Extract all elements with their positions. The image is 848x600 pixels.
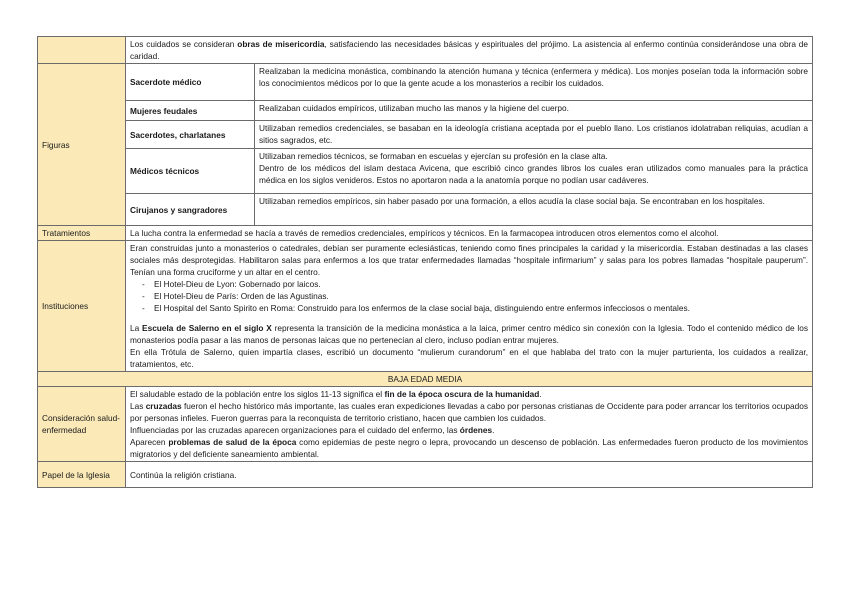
table-row — [38, 194, 813, 226]
section-header: BAJA EDAD MEDIA — [38, 372, 813, 387]
hospital-list — [130, 278, 808, 314]
table-row — [38, 37, 813, 64]
salerno-pre: La — [130, 323, 143, 333]
figure-description: Realizaban cuidados empíricos, utilizaban mucho las manos y la higiene del cuerpo. — [255, 101, 813, 121]
text-span: fueron el hecho histórico más importante, las cuales eran expediciones llevadas a cabo por personas cristianas de Occidente para poder arrancar los territorios ocupados por personas infieles. Fueron guerras para la reconquista de territorio cristiano, hacen que cambien los cuidados. — [130, 401, 808, 423]
figure-name: Cirujanos y sangradores — [126, 194, 255, 226]
list-item: - El Hotel-Dieu de Lyon: Gobernado por laicos. — [142, 278, 808, 290]
table-row — [38, 462, 813, 488]
text-span: . — [492, 425, 495, 435]
tratamientos-label: Tratamientos — [38, 226, 126, 241]
salerno-post: representa la transición de la medicina monástica a la laica, primer centro médico sin conexión con la Iglesia. Todo el contenido médico de los monasterios podía pasar a las manos de personas laicas que no pertenecían al clero, incluso podían entrar mujeres. — [130, 323, 809, 345]
figure-description: Utilizaban remedios empíricos, sin haber pasado por una formación, a ellos acudía la clase social baja. Se encontraban en los hospitales. — [255, 194, 813, 226]
bold-span: problemas de salud de la época — [168, 437, 297, 447]
figure-name: Médicos técnicos — [126, 149, 255, 194]
consideracion-line — [130, 436, 808, 460]
table-row — [38, 226, 813, 241]
text-span: como epidemias de peste negro o lepra, provocando un descenso de población. Las enfermedades fueron producto de los movimientos migratorios y del deficiente saneamiento ambiental. — [130, 437, 809, 459]
figure-description: Realizaban la medicina monástica, combinando la atención humana y técnica (enfermera y médica). Los monjes poseían toda la información sobre los conocimientos médicos por lo que la gente acude a los monasterios a recibir los cuidados. — [255, 64, 813, 101]
instituciones-content — [126, 241, 813, 372]
content-table — [37, 36, 813, 488]
figure-description — [255, 149, 813, 194]
list-item: - El Hotel-Dieu de París: Orden de las Agustinas. — [142, 290, 808, 302]
care-intro-bold: obras de misericordia — [237, 39, 325, 49]
instituciones-label: Instituciones — [38, 241, 126, 372]
section-header-row — [38, 372, 813, 387]
papel-text: Continúa la religión cristiana. — [126, 462, 813, 488]
figure-description: Utilizaban remedios credenciales, se basaban en la ideología cristiana aceptada por el pueblo llano. Los cristianos idolatraban reliquias, acudían a sitios sagrados, etc. — [255, 121, 813, 149]
list-item: - El Hospital del Santo Spirito en Roma: Construido para los enfermos de la clase social baja, distinguiendo entre enfermos infecciosos o mentales. — [142, 302, 808, 314]
tratamientos-text: La lucha contra la enfermedad se hacía a través de remedios credenciales, empíricos y técnicos. En la farmacopea introducen otros elementos como el alcohol. — [126, 226, 813, 241]
figure-name: Sacerdotes, charlatanes — [126, 121, 255, 149]
papel-label: Papel de la Iglesia — [38, 462, 126, 488]
label-cell-empty — [38, 37, 126, 64]
salerno-paragraph — [130, 322, 808, 346]
table-row — [38, 101, 813, 121]
bold-span: fin de la época oscura de la humanidad — [384, 389, 540, 399]
table-row — [38, 241, 813, 372]
figuras-label: Figuras — [38, 64, 126, 226]
table-row — [38, 387, 813, 462]
instituciones-paragraph: Eran construidas junto a monasterios o catedrales, debían ser puramente eclesiásticas, teniendo como fines principales la caridad y la misericordia. Estaban destinadas a las clases sociales más desprotegidas. Habilitaron salas para enfermos a los que tratar enfermedades llamadas “hospitale infirmarium” y salas para los pobres llamadas “hospitale pauperum”. Tenían una forma cruciforme y un altar en el centro. — [130, 243, 809, 277]
paragraph-gap — [130, 314, 808, 322]
text-span: Aparecen — [130, 437, 169, 447]
table-row — [38, 149, 813, 194]
table-row — [38, 121, 813, 149]
text-span: . — [539, 389, 542, 399]
care-intro-post: , satisfaciendo las necesidades básicas y espirituales del prójimo. La asistencia al enfermo continúa considerándose una obra de caridad. — [130, 39, 809, 61]
consideracion-label: Consideración salud-enfermedad — [38, 387, 126, 462]
figure-name: Mujeres feudales — [126, 101, 255, 121]
bold-span: órdenes — [459, 425, 493, 435]
consideracion-content — [126, 387, 813, 462]
text-span: Las — [130, 401, 146, 411]
figure-description-line: Utilizaban remedios técnicos, se formaban en escuelas y ejercían su profesión en la clase alta. — [259, 151, 608, 161]
salerno-bold: Escuela de Salerno en el siglo X — [142, 323, 272, 333]
care-intro-cell — [126, 37, 813, 64]
consideracion-line — [130, 388, 808, 400]
text-span: El saludable estado de la población entre los siglos 11-13 significa el — [130, 389, 385, 399]
bold-span: cruzadas — [145, 401, 182, 411]
consideracion-line — [130, 400, 808, 424]
table-row — [38, 64, 813, 101]
consideracion-line — [130, 424, 808, 436]
trotula-paragraph: En ella Trótula de Salerno, quien impartía clases, escribió un documento “mulierum curandorum” en el que hablaba del trato con la mujer parturienta, los cuidados a realizar, tratamientos, etc. — [130, 347, 809, 369]
figure-description-line: Dentro de los médicos del islam destaca Avicena, que escribió cinco grandes libros los cuales eran utilizados como manuales para la práctica médica en los siglos venideros. Estos no aportaron nada a la anatomía porque no podían usar cadáveres. — [259, 163, 809, 185]
figure-name: Sacerdote médico — [126, 64, 255, 101]
care-intro-pre: Los cuidados se consideran — [130, 39, 238, 49]
text-span: Influenciadas por las cruzadas aparecen organizaciones para el cuidado del enfermo, las — [130, 425, 460, 435]
